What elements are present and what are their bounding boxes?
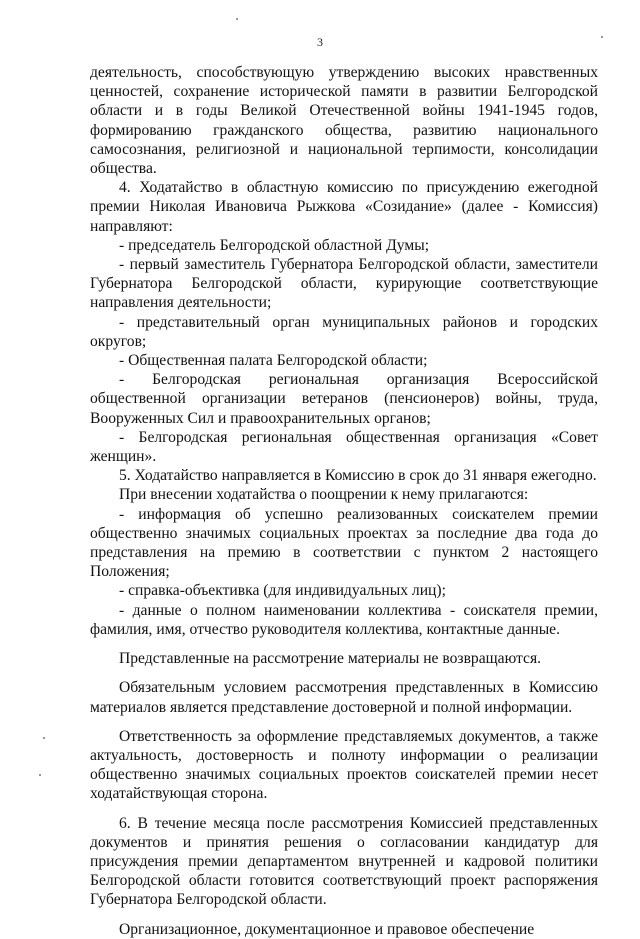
scan-speck xyxy=(39,774,41,776)
document-body xyxy=(90,63,598,939)
clause-4: 4. Ходатайство в областную комиссию по присуждению ежегодной премии Николая Ивановича Рыжкова «Созидание» (далее - Комиссия) направляют: xyxy=(90,179,598,235)
list-item: - данные о полном наименовании коллектива - соискателя премии, фамилия, имя, отчество руководителя коллектива, контактные данные. xyxy=(90,601,598,638)
list-item: - представительный орган муниципальных районов и городских округов; xyxy=(90,313,598,350)
scan-speck xyxy=(236,18,238,20)
list-item: - справка-объективка (для индивидуальных лиц); xyxy=(119,582,446,600)
clause-5: 5. Ходатайство направляется в Комиссию в срок до 31 января ежегодно. xyxy=(119,467,597,485)
clause-6: 6. В течение месяца после рассмотрения Комиссией представленных документов и принятия решения о согласовании кандидатур для присуждения премии департаментом внутренней и кадровой политики Белгородской области готовится соответствующий проект распоряжения Губернатора Белгородской области. xyxy=(90,814,598,909)
list-item: - Общественная палата Белгородской области; xyxy=(119,352,428,370)
scan-speck xyxy=(43,737,45,739)
list-item: - информация об успешно реализованных соискателем премии общественно значимых социальных проектах за последние два года до представления на премию в соответствии с пунктом 2 настоящего Положения; xyxy=(90,505,598,581)
paragraph: При внесении ходатайства о поощрении к нему прилагаются: xyxy=(119,486,529,504)
paragraph: Обязательным условием рассмотрения представленных в Комиссию материалов является представление достоверной и полной информации. xyxy=(90,679,598,716)
paragraph: Организационное, документационное и правовое обеспечение xyxy=(119,920,535,938)
list-item: - первый заместитель Губернатора Белгородской области, заместители Губернатора Белгородской области, курирующие соответствующие направления деятельности; xyxy=(90,256,598,312)
paragraph: Представленные на рассмотрение материалы не возвращаются. xyxy=(119,650,542,668)
paragraph: Ответственность за оформление представляемых документов, а также актуальность, достоверность и полноту информации о реализации общественно значимых социальных проектов соискателей премии несет ходатайствующая сторона. xyxy=(90,727,598,803)
list-item: - Белгородская региональная общественная организация «Совет женщин». xyxy=(90,428,598,466)
paragraph-continuation: деятельность, способствующую утверждению высоких нравственных ценностей, сохранение исторической памяти в развитии Белгородской области и в годы Великой Отечественной войны 1941-1945 годов, формированию гражданского общества, развитию национального самосознания, религиозной и национальной терпимости, консолидации общества. xyxy=(90,64,598,178)
page-number: 3 xyxy=(317,35,323,49)
list-item: - Белгородская региональная организация Всероссийской общественной организации ветеранов (пенсионеров) войны, труда, Вооруженных Сил и правоохранительных органов; xyxy=(90,371,598,427)
list-item: - председатель Белгородской областной Думы; xyxy=(119,236,430,254)
